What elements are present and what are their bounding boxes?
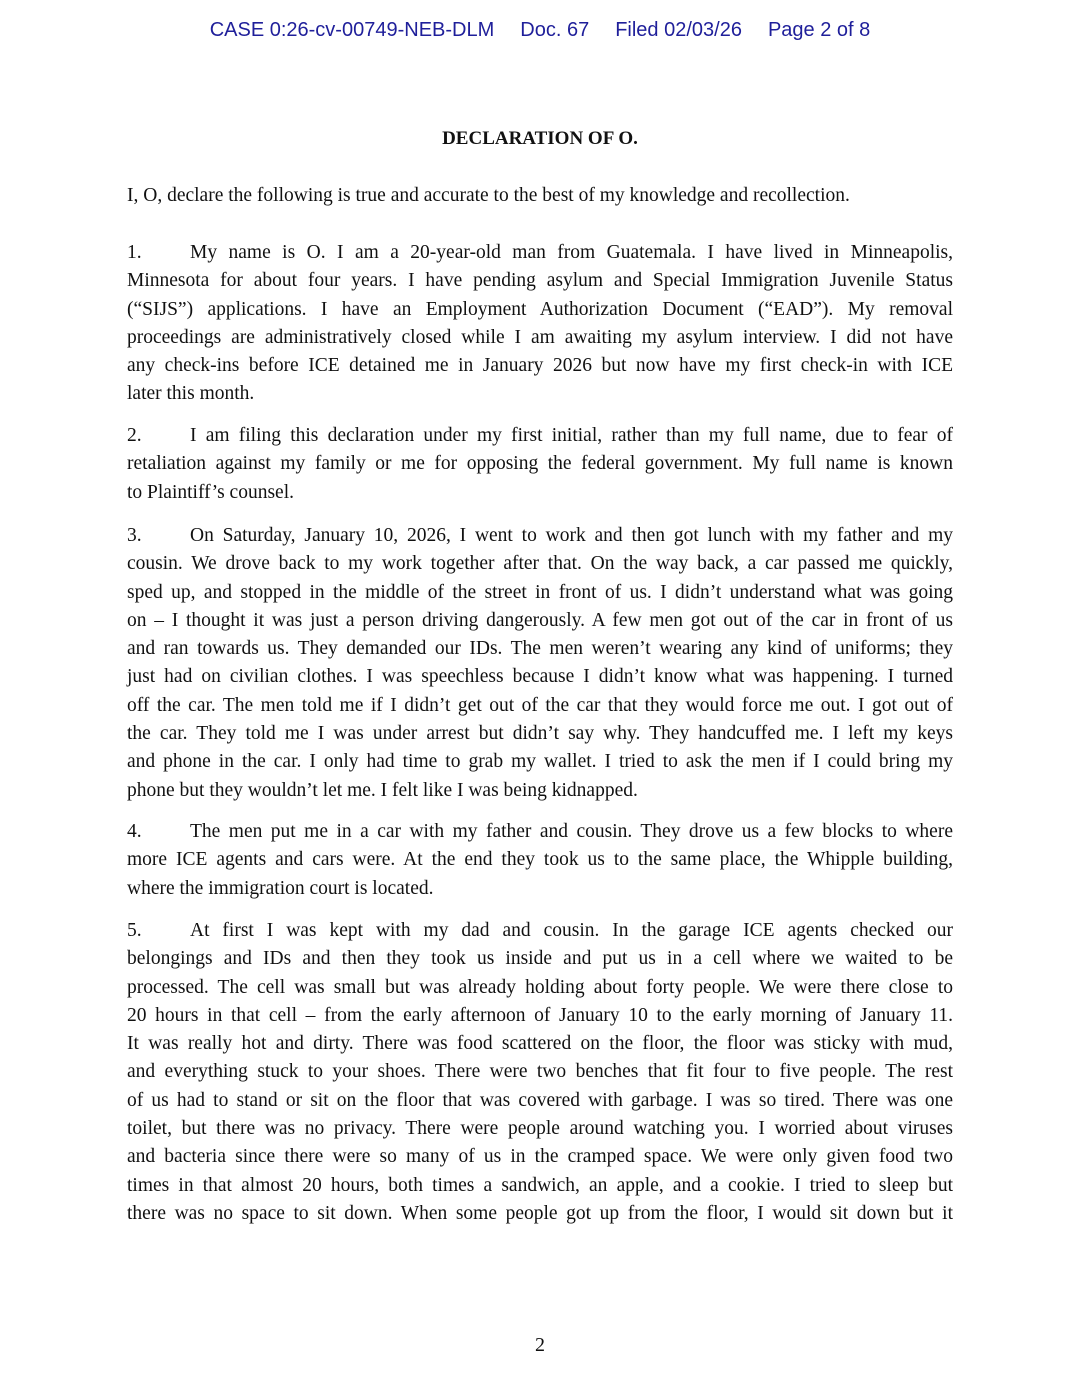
paragraph-line: sped up, and stopped in the middle of the street in front of us. I didn’t understand what was going xyxy=(127,581,953,603)
filed-date: Filed 02/03/26 xyxy=(615,19,742,41)
page-number: 2 xyxy=(535,1334,545,1356)
paragraph-line: It was really hot and dirty. There was food scattered on the floor, the floor was sticky with mud, xyxy=(127,1033,953,1055)
paragraph-line: any check-ins before ICE detained me in January 2026 but now have my first check-in with ICE xyxy=(127,355,953,377)
paragraph-line: phone but they wouldn’t let me. I felt like I was being kidnapped. xyxy=(127,779,638,801)
paragraph-line: where the immigration court is located. xyxy=(127,877,434,899)
paragraph-line: toilet, but there was no privacy. There were people around watching you. I worried about viruses xyxy=(127,1118,953,1140)
paragraph-line: Minnesota for about four years. I have pending asylum and Special Immigration Juvenile Status xyxy=(127,270,953,292)
paragraph-2 xyxy=(127,422,953,507)
paragraph-number: 4. xyxy=(127,821,142,842)
paragraph-4 xyxy=(127,818,953,903)
paragraph-line-text: On Saturday, January 10, 2026, I went to work and then got lunch with my father and my xyxy=(190,525,953,546)
paragraph-line: and bacteria since there were so many of us in the cramped space. We were only given food two xyxy=(127,1146,953,1168)
paragraph-line: and everything stuck to your shoes. There were two benches that fit four to five people. The rest xyxy=(127,1061,953,1083)
paragraph-line: 20 hours in that cell – from the early afternoon of January 10 to the early morning of January 11. xyxy=(127,1004,953,1026)
paragraph-line xyxy=(127,422,953,450)
paragraph-line: there was no space to sit down. When some people got up from the floor, I would sit down but it xyxy=(127,1202,953,1224)
document-number: Doc. 67 xyxy=(520,19,590,41)
paragraph-line: (“SIJS”) applications. I have an Employment Authorization Document (“EAD”). My removal xyxy=(127,298,953,320)
paragraph-line: proceedings are administratively closed while I am awaiting my asylum interview. I did not have xyxy=(127,326,953,348)
paragraph-line: processed. The cell was small but was already holding about forty people. We were there close to xyxy=(127,976,953,998)
paragraph-line-text: My name is O. I am a 20-year-old man from Guatemala. I have lived in Minneapolis, xyxy=(190,242,953,263)
paragraph-line: of us had to stand or sit on the floor that was covered with garbage. I was so tired. There was one xyxy=(127,1089,953,1111)
paragraph-number: 3. xyxy=(127,525,142,546)
paragraph-line xyxy=(127,239,953,267)
paragraph-line: belongings and IDs and then they took us inside and put us in a cell where we waited to be xyxy=(127,948,953,970)
paragraph-line xyxy=(127,522,953,550)
paragraph-1 xyxy=(127,239,953,409)
intro-statement xyxy=(127,182,953,210)
paragraph-line: cousin. We drove back to my work together after that. On the way back, a car passed me quickly, xyxy=(127,553,953,575)
paragraph-line: to Plaintiff’s counsel. xyxy=(127,481,294,503)
paragraph-line: and ran towards us. They demanded our IDs. The men weren’t wearing any kind of uniforms; they xyxy=(127,638,953,660)
ecf-filing-header xyxy=(0,19,1080,42)
paragraph-line: on – I thought it was just a person driving dangerously. A few men got out of the car in front of us xyxy=(127,609,953,631)
paragraph-line: just had on civilian clothes. I was speechless because I didn’t know what was happening. I turned xyxy=(127,666,953,688)
intro-text: I, O, declare the following is true and accurate to the best of my knowledge and recollection. xyxy=(127,185,850,206)
paragraph-line-text: I am filing this declaration under my first initial, rather than my full name, due to fear of xyxy=(190,425,953,446)
paragraph-line: later this month. xyxy=(127,383,255,405)
document-title: DECLARATION OF O. xyxy=(442,128,638,149)
paragraph-line-text: At first I was kept with my dad and cousin. In the garage ICE agents checked our xyxy=(190,920,953,941)
paragraph-line: off the car. The men told me if I didn’t get out of the car that they would force me out. I got out of xyxy=(127,694,953,716)
paragraph-number: 1. xyxy=(127,242,142,263)
paragraph-line: times in that almost 20 hours, both times a sandwich, an apple, and a cookie. I tried to sleep but xyxy=(127,1174,953,1196)
paragraph-line: retaliation against my family or me for opposing the federal government. My full name is known xyxy=(127,453,953,475)
paragraph-number: 2. xyxy=(127,425,142,446)
case-number: CASE 0:26-cv-00749-NEB-DLM xyxy=(209,19,495,41)
paragraph-line xyxy=(127,917,953,945)
paragraph-line: and phone in the car. I only had time to grab my wallet. I tried to ask the men if I could bring my xyxy=(127,751,953,773)
paragraph-line-text: The men put me in a car with my father and cousin. They drove us a few blocks to where xyxy=(190,821,953,842)
paragraph-line: more ICE agents and cars were. At the end they took us to the same place, the Whipple building, xyxy=(127,849,953,871)
paragraph-3 xyxy=(127,522,953,805)
paragraph-line: the car. They told me I was under arrest but didn’t say why. They handcuffed me. I left my keys xyxy=(127,723,953,745)
page-indicator: Page 2 of 8 xyxy=(767,19,871,41)
paragraph-number: 5. xyxy=(127,920,142,941)
paragraph-line xyxy=(127,818,953,846)
paragraph-5 xyxy=(127,917,953,1228)
